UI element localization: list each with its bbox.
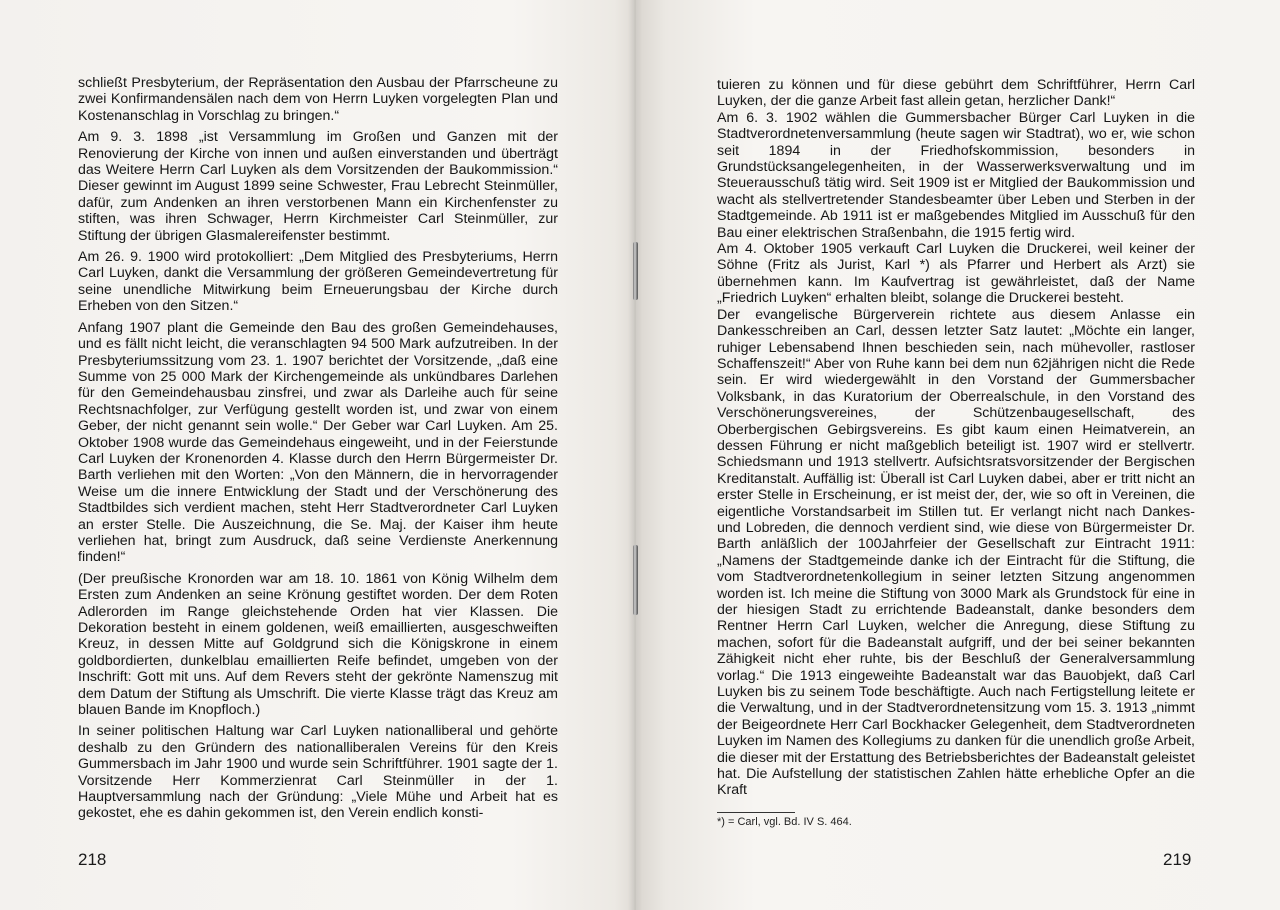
gutter-shadow xyxy=(628,0,642,910)
right-page xyxy=(640,0,1280,910)
right-paragraph-3: Am 4. Oktober 1905 verkauft Carl Luyken die Druckerei, weil keiner der Söhne (Fritz als Jurist, Karl *) als Pfarrer und Herbert als Arzt) sie übernehmen kann. Im Kaufvertrag ist gewährleistet, daß der Name „Friedrich Luyken“ erhalten bleibt, solange die Druckerei besteht. xyxy=(717,241,1195,307)
lower-staple xyxy=(633,545,638,615)
left-paragraph-1: schließt Presbyterium, der Repräsentation den Ausbau der Pfarrscheune zu zwei Konfirmandensälen nach dem von Herrn Luyken vorgelegten Plan und Kostenanschlag in Vorschlag zu bringen.“ xyxy=(78,75,558,124)
footnote: *) = Carl, vgl. Bd. IV S. 464. xyxy=(717,816,852,828)
page-number-right: 219 xyxy=(1163,850,1192,869)
right-paragraph-2: Am 6. 3. 1902 wählen die Gummersbacher Bürger Carl Luyken in die Stadtverordnetenversammlung (heute sagen wir Stadtrat), wo er, wie schon seit 1894 in der Friedhofskommission, besonders in Grundstücksangelegenheiten, in der Wasserwerksverwaltung und im Steuerausschuß tätig wird. Seit 1909 ist er Mitglied der Baukommission und wacht als stellvertretender Standesbeamter über Leben und Sterben in der Stadtgemeinde. Ab 1911 ist er maßgebendes Mitglied im Ausschuß für den Bau einer elektrischen Straßenbahn, die 1915 fertig wird. xyxy=(717,109,1195,241)
left-page-body xyxy=(78,75,558,827)
left-paragraph-3: Am 26. 9. 1900 wird protokolliert: „Dem Mitglied des Presbyteriums, Herrn Carl Luyken, dankt die Versammlung der größeren Gemeindevertretung für seine unendliche Mitwirkung beim Erneuerungsbau der Kirche durch Erheben von den Sitzen.“ xyxy=(78,249,558,315)
right-page-body xyxy=(717,77,1195,799)
left-paragraph-4: Anfang 1907 plant die Gemeinde den Bau des großen Gemeindehauses, und es fällt nicht leicht, die veranschlagten 94 500 Mark aufzutreiben. In der Presbyteriumssitzung vom 23. 1. 1907 berichtet der Vorsitzende, „daß eine Summe von 25 000 Mark der Kirchengemeinde als unkündbares Darlehen für den Gemeindehausbau zinsfrei, und zwar als Darleihe auch für seine Rechtsnachfolger, zur Verfügung gestellt worden ist, und zwar von einem Geber, der nicht genannt sein wolle.“ Der Geber war Carl Luyken. Am 25. Oktober 1908 wurde das Gemeindehaus eingeweiht, und in der Feierstunde Carl Luyken der Kronenorden 4. Klasse durch den Herrn Bürgermeister Dr. Barth verliehen mit den Worten: „Von den Männern, die in hervorragender Weise um die innere Entwicklung der Stadt und der Verschönerung des Stadtbildes sich verdient machen, steht Herr Stadtverordneter Carl Luyken an erster Stelle. Die Auszeichnung, die Se. Maj. der Kaiser ihm heute verliehen hat, bringt zum Ausdruck, daß seine Verdienste Anerkennung finden!“ xyxy=(78,319,558,566)
page-number-left: 218 xyxy=(78,850,107,869)
footnote-rule xyxy=(717,812,795,813)
right-paragraph-4: Der evangelische Bürgerverein richtete aus diesem Anlasse ein Dankesschreiben an Carl, dessen letzter Satz lautet: „Möchte ein langer, ruhiger Lebensabend Ihnen beschieden sein, nach mühevoller, rastloser Schaffenszeit!“ Aber von Ruhe kann bei dem nun 62jährigen nicht die Rede sein. Er wird wiedergewählt in den Vorstand der Gummersbacher Volksbank, in das Kuratorium der Oberrealschule, in den Vorstand des Verschönerungsvereines, der Schützenbaugesellschaft, des Oberbergischen Gebirgsvereins. Es gibt kaum einen Heimatverein, an dessen Führung er nicht maßgeblich beteiligt ist. 1907 wird er stellvertr. Schiedsmann und 1913 stellvertr. Aufsichtsratsvorsitzender der Bergischen Kreditanstalt. Auffällig ist: Überall ist Carl Luyken dabei, aber er tritt nicht an erster Stelle in Erscheinung, er ist meist der, der, wie so oft in Vereinen, die eigentliche Vorstandsarbeit im Stillen tut. Er verlangt nicht nach Dankes- und Lobreden, die dennoch verdient sind, wie diese von Bürgermeister Dr. Barth anläßlich der 100Jahrfeier der Gesellschaft zur Eintracht 1911: „Namens der Stadtgemeinde danke ich der Eintracht für die Stiftung, die vom Stadtverordnetenkollegium in seiner letzten Sitzung angenommen worden ist. Ich meine die Stiftung von 3000 Mark als Grundstock für eine in der hiesigen Stadt zu errichtende Badeanstalt, danke besonders dem Rentner Herrn Carl Luyken, welcher die Anregung, diese Stiftung zu machen, sofort für die Badeanstalt aufgriff, und der bei seiner bekannten Zähigkeit nicht eher ruhte, bis der Beschluß der Generalversammlung vorlag.“ Die 1913 eingeweihte Badeanstalt war das Bauobjekt, daß Carl Luyken bis zu seinem Tode beschäftigte. Auch nach Fertigstellung leitete er die Verwaltung, und in der Stadtverordnetensitzung vom 15. 3. 1913 „nimmt der Beigeordnete Herr Carl Bockhacker Gelegenheit, dem Stadtverordneten Luyken im Namen des Kollegiums zu danken für die unendlich große Arbeit, die dieser mit der Erstattung des Betriebsberichtes der Badeanstalt geleistet hat. Die Aufstellung der statistischen Zahlen hätte erhebliche Opfer an die Kraft xyxy=(717,306,1195,799)
right-paragraph-1: tuieren zu können und für diese gebührt dem Schriftführer, Herrn Carl Luyken, der die ganze Arbeit fast allein getan, herzlicher Dank!“ xyxy=(717,77,1195,110)
left-paragraph-6: In seiner politischen Haltung war Carl Luyken nationalliberal und gehörte deshalb zu den Gründern des nationalliberalen Vereins für den Kreis Gummersbach im Jahr 1900 und wurde sein Schriftführer. 1901 sagte der 1. Vorsitzende Herr Kommerzienrat Carl Steinmüller in der 1. Hauptversammlung nach der Gründung: „Viele Mühe und Arbeit hat es gekostet, ehe es dahin gekommen ist, den Verein endlich konsti- xyxy=(78,723,558,822)
left-paragraph-2: Am 9. 3. 1898 „ist Versammlung im Großen und Ganzen mit der Renovierung der Kirche von innen und außen einverstanden und überträgt das Weitere Herrn Carl Luyken als dem Vorsitzenden der Baukommission.“ Dieser gewinnt im August 1899 seine Schwester, Frau Lebrecht Steinmüller, dafür, zum Andenken an ihren verstorbenen Mann ein Kirchenfenster zu stiften, was ihren Schwager, Herrn Kirchmeister Carl Steinmüller, zur Stiftung der übrigen Glasmalereifenster bestimmt. xyxy=(78,129,558,244)
left-paragraph-5: (Der preußische Kronorden war am 18. 10. 1861 von König Wilhelm dem Ersten zum Andenken an seine Krönung gestiftet worden. Der dem Roten Adlerorden im Range gleichstehende Orden hat vier Klassen. Die Dekoration besteht in einem goldenen, weiß emaillierten, ausgeschweiften Kreuz, in dessen Mitte auf Goldgrund sich die Königskrone in einem goldbordierten, dunkelblau emaillierten Reife befindet, umgeben von der Inschrift: Gott mit uns. Auf dem Revers steht der gekrönte Namenszug mit dem Datum der Stiftung als Umschrift. Die vierte Klasse trägt das Kreuz am blauen Bande im Knopfloch.) xyxy=(78,570,558,719)
upper-staple xyxy=(633,242,638,300)
